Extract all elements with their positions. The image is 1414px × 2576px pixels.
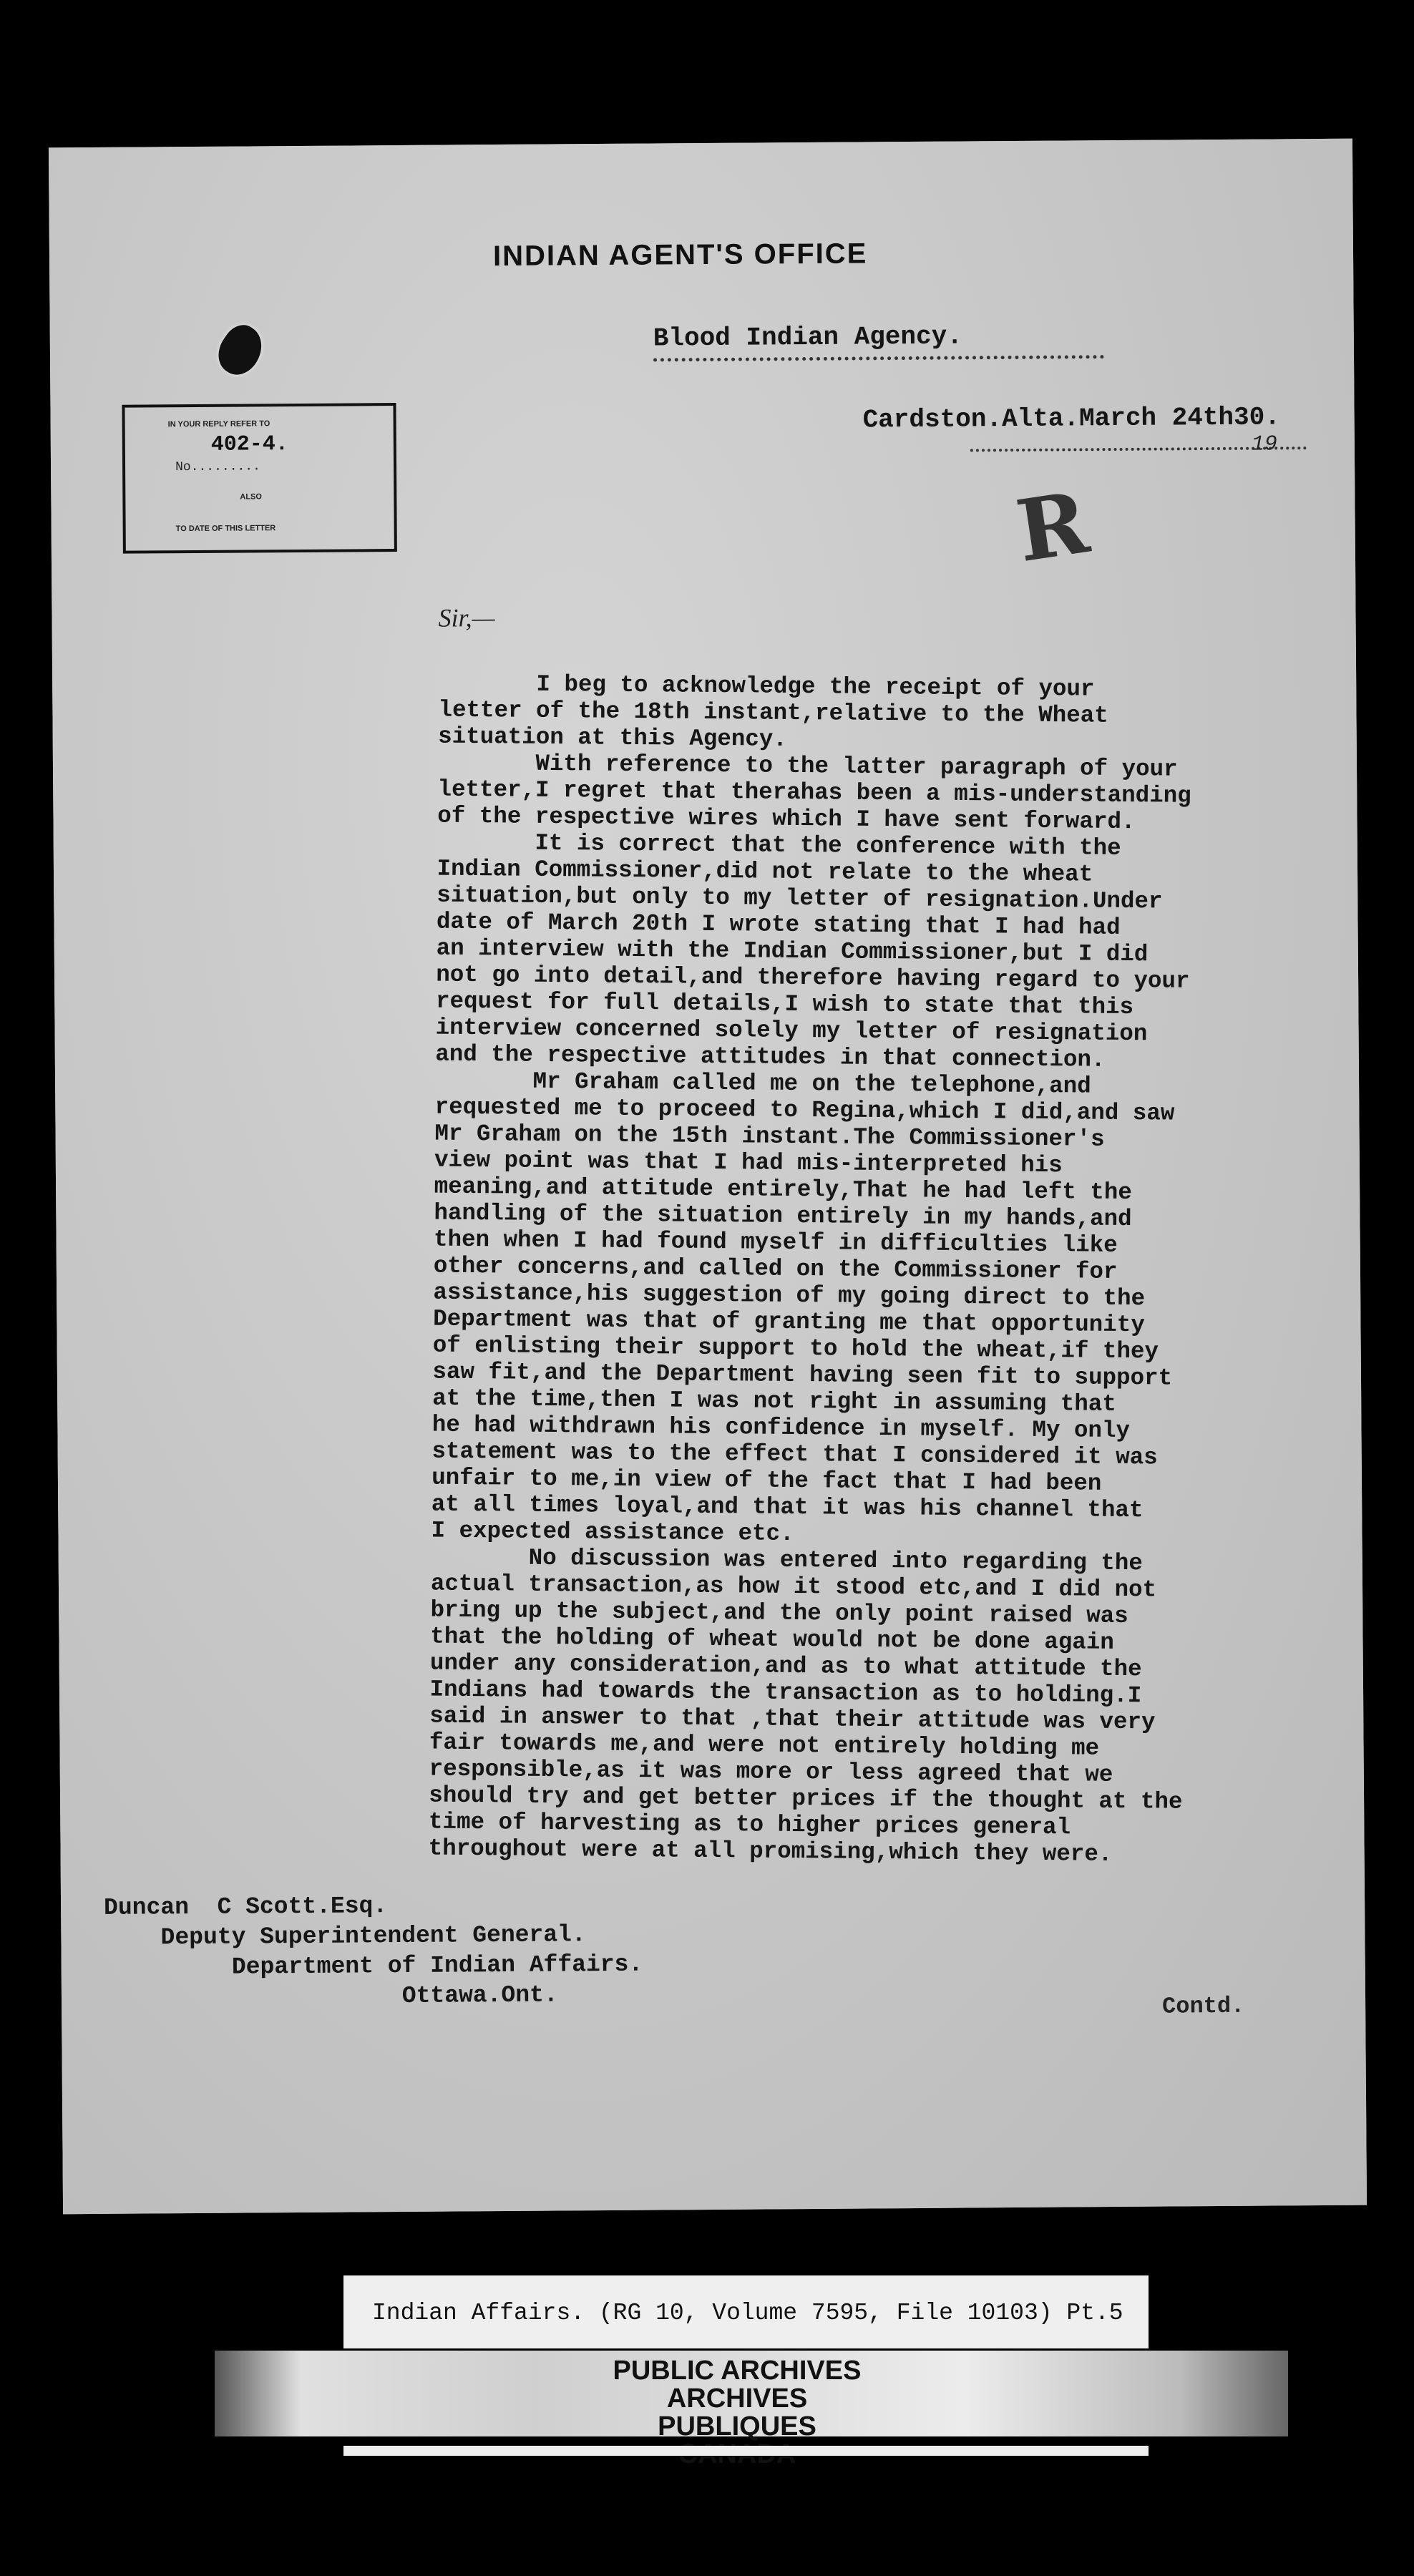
letter-line: assistance,his suggestion of my going direct to the <box>433 1279 1146 1312</box>
letter-line: actual transaction,as how it stood etc,and I did not <box>430 1570 1157 1604</box>
addressee-name: Duncan C Scott.Esq. <box>103 1893 388 1921</box>
letter-line: fair towards me,and were not entirely holding me <box>429 1729 1100 1762</box>
file-number: 402-4. <box>210 432 288 457</box>
letter-line: situation at this Agency. <box>438 723 787 753</box>
letter-line: at the time,then I was not right in assuming that <box>432 1385 1116 1418</box>
letter-line: statement was to the effect that I considered it was <box>431 1438 1158 1471</box>
letter-line: throughout were at all promising,which they were. <box>428 1835 1113 1868</box>
addressee-department: Department of Indian Affairs. <box>104 1951 643 1981</box>
punch-hole <box>210 318 271 382</box>
archive-line-2: ARCHIVES PUBLIQUES <box>658 2384 816 2441</box>
letter-line: he had withdrawn his confidence in myself. My only <box>431 1411 1131 1445</box>
letter-line: unfair to me,in view of the fact that I had been <box>431 1464 1102 1497</box>
agency-name: Blood Indian Agency. <box>653 321 963 353</box>
letter-line: It is correct that the conference with the <box>437 829 1121 862</box>
archive-line-1: PUBLIC ARCHIVES <box>613 2356 862 2386</box>
agency-dotted-line <box>653 355 1104 361</box>
letter-line: Indians had towards the transaction as to holding.I <box>429 1676 1142 1709</box>
letter-line: Mr Graham called me on the telephone,and <box>434 1067 1091 1100</box>
letter-line: at all times loyal,and that it was his channel that <box>431 1491 1144 1524</box>
letter-line: Department was that of granting me that opportunity <box>432 1305 1145 1339</box>
letter-line: letter,I regret that therahas been a mis-understanding <box>437 776 1191 809</box>
letter-line: Mr Graham on the 15th instant.The Commissioner's <box>434 1120 1105 1153</box>
letter-line: responsible,as it was more or less agreed that we <box>429 1755 1113 1788</box>
letter-line: No discussion was entered into regarding the <box>431 1543 1144 1577</box>
letter-line: and the respective attitudes in that connection. <box>435 1040 1106 1073</box>
label-bottom-edge <box>343 2446 1149 2456</box>
letter-line: meaning,and attitude entirely,That he had left the <box>434 1173 1133 1206</box>
letter-line: said in answer to that ,that their attitude was very <box>429 1702 1156 1736</box>
archive-reference: Indian Affairs. (RG 10, Volume 7595, File 10103) Pt.5 <box>372 2300 1123 2326</box>
letter-line: request for full details,I wish to state that this <box>435 987 1134 1021</box>
letter-line: I expected assistance etc. <box>431 1517 794 1547</box>
letter-line: With reference to the latter paragraph of your <box>437 749 1178 783</box>
letter-line: requested me to proceed to Regina,which I did,and saw <box>434 1093 1175 1127</box>
stamp-caption: IN YOUR REPLY REFER TO <box>167 419 270 429</box>
letter-line: under any consideration,and as to what attitude the <box>429 1649 1142 1683</box>
place-date: Cardston.Alta.March 24th30. <box>862 402 1281 435</box>
year-suffix: 19 <box>1251 432 1278 457</box>
r-stamp-mark: R <box>1010 472 1095 582</box>
addressee-block <box>104 1890 643 2014</box>
letter-line: that the holding of wheat would not be done again <box>430 1623 1115 1656</box>
letter-line: situation,but only to my letter of resignation.Under <box>437 882 1163 915</box>
letter-line: not go into detail,and therefore having regard to your <box>436 961 1190 995</box>
letter-line: time of harvesting as to higher prices general <box>428 1808 1071 1841</box>
letter-line: view point was that I had mis-interpreted his <box>434 1146 1063 1179</box>
stamp-no-line: No......... <box>175 459 260 475</box>
salutation: Sir,— <box>438 603 495 633</box>
letter-line: other concerns,and called on the Commissioner for <box>433 1252 1118 1285</box>
letter-line: an interview with the Indian Commissioner,but I did <box>436 935 1149 968</box>
letter-line: I beg to acknowledge the receipt of your <box>438 670 1095 703</box>
letter-line: should try and get better prices if the thought at the <box>429 1782 1183 1815</box>
addressee-title: Deputy Superintendent General. <box>104 1921 586 1951</box>
letter-line: of the respective wires which I have sent forward. <box>437 802 1136 836</box>
letter-line: bring up the subject,and the only point raised was <box>430 1596 1128 1630</box>
letter-line: handling of the situation entirely in my hands,and <box>434 1199 1132 1233</box>
letter-page <box>49 139 1367 2215</box>
letter-line: then when I had found myself in difficulties like <box>433 1226 1118 1259</box>
stamp-date-caption: TO DATE OF THIS LETTER <box>175 524 276 534</box>
letter-body <box>429 670 1319 1870</box>
stamp-also: ALSO <box>240 492 262 502</box>
office-title: INDIAN AGENT'S OFFICE <box>492 238 868 273</box>
continued-note: Contd. <box>1161 1992 1245 2020</box>
letter-line: letter of the 18th instant,relative to the Wheat <box>438 696 1108 729</box>
letter-line: date of March 20th I wrote stating that I had had <box>436 908 1121 941</box>
letter-line: Indian Commissioner,did not relate to the wheat <box>437 855 1093 888</box>
archive-reference-label <box>343 2275 1149 2348</box>
reference-stamp-box <box>122 403 396 554</box>
addressee-city: Ottawa.Ont. <box>104 1981 558 2011</box>
letter-line: saw fit,and the Department having seen fit to support <box>432 1358 1173 1392</box>
letter-line: interview concerned solely my letter of resignation <box>435 1014 1148 1048</box>
letter-line: of enlisting their support to hold the wheat,if they <box>432 1332 1159 1365</box>
